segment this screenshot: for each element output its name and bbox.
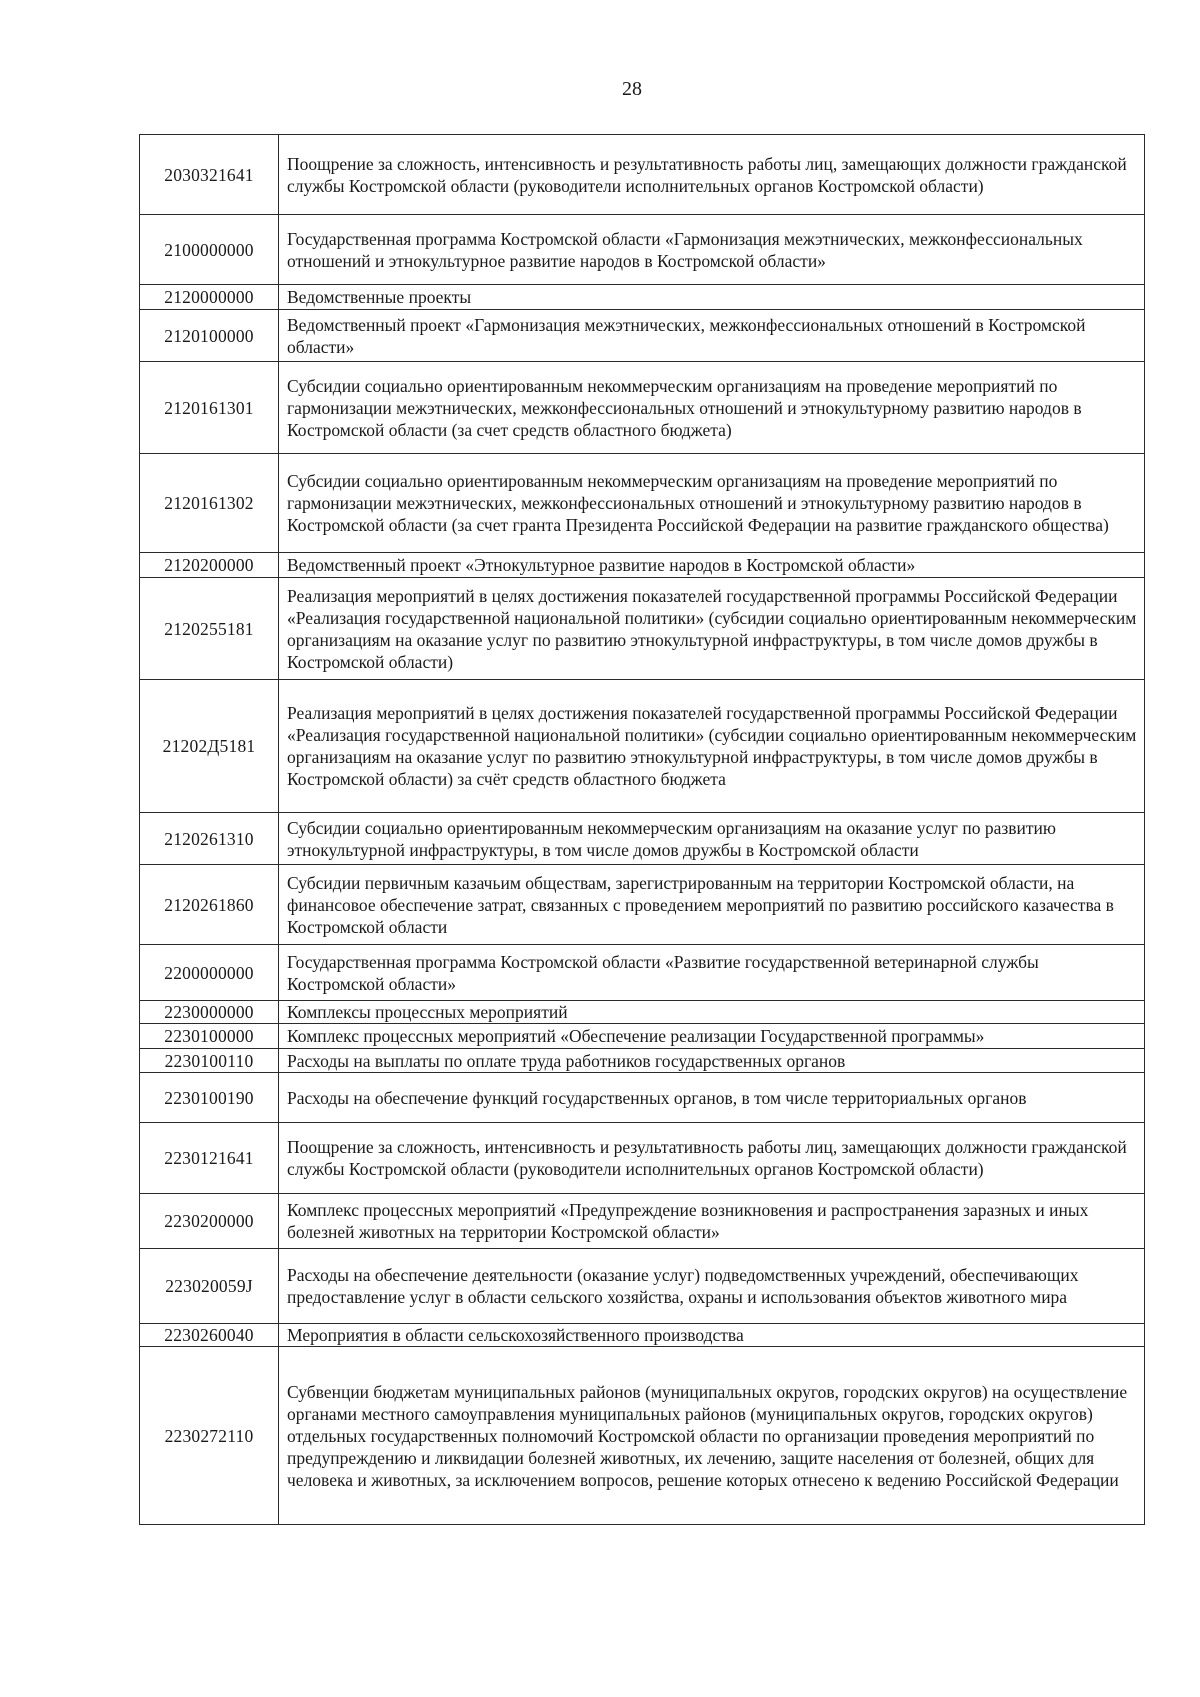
row-description: Государственная программа Костромской области «Развитие государственной ветеринарной службы Костромской области» [279,945,1145,1001]
row-description: Субсидии первичным казачьим обществам, зарегистрированным на территории Костромской области, на финансовое обеспечение затрат, связанных с проведением мероприятий по развитию российского казачества в Костромской области [279,865,1145,945]
row-code: 2120000000 [140,285,279,310]
table-row [140,215,1145,285]
table-row [140,362,1145,454]
row-description: Комплекс процессных мероприятий «Предупреждение возникновения и распространения заразных и иных болезней животных на территории Костромской области» [279,1194,1145,1249]
table-row [140,1347,1145,1525]
row-description: Ведомственные проекты [279,285,1145,310]
row-description: Реализация мероприятий в целях достижения показателей государственной программы Российской Федерации «Реализация государственной национальной политики» (субсидии социально ориентированным некоммерческим организациям на оказание услуг по развитию этнокультурной инфраструктуры, в том числе домов дружбы в Костромской области) за счёт средств областного бюджета [279,680,1145,813]
row-description: Государственная программа Костромской области «Гармонизация межэтнических, межконфессиональных отношений и этнокультурное развитие народов в Костромской области» [279,215,1145,285]
table-row [140,1049,1145,1073]
row-code: 2230100110 [140,1049,279,1073]
row-description: Субсидии социально ориентированным некоммерческим организациям на проведение мероприятий по гармонизации межэтнических, межконфессиональных отношений и этнокультурному развитию народов в Костромской области (за счет средств областного бюджета) [279,362,1145,454]
table-row [140,310,1145,362]
page-number: 28 [622,78,642,100]
row-code: 2200000000 [140,945,279,1001]
row-code: 2120200000 [140,553,279,578]
row-code: 2120261310 [140,813,279,865]
row-code: 2120255181 [140,578,279,680]
row-code: 2120261860 [140,865,279,945]
table-row [140,454,1145,553]
row-description: Субсидии социально ориентированным некоммерческим организациям на проведение мероприятий по гармонизации межэтнических, межконфессиональных отношений и этнокультурному развитию народов в Костромской области (за счет гранта Президента Российской Федерации на развитие гражданского общества) [279,454,1145,553]
row-description: Комплекс процессных мероприятий «Обеспечение реализации Государственной программы» [279,1024,1145,1049]
row-code: 2120161301 [140,362,279,454]
row-code: 2230200000 [140,1194,279,1249]
row-code: 223020059J [140,1249,279,1324]
row-description: Реализация мероприятий в целях достижения показателей государственной программы Российской Федерации «Реализация государственной национальной политики» (субсидии социально ориентированным некоммерческим организациям на оказание услуг по развитию этнокультурной инфраструктуры, в том числе домов дружбы в Костромской области) [279,578,1145,680]
row-description: Субсидии социально ориентированным некоммерческим организациям на оказание услуг по развитию этнокультурной инфраструктуры, в том числе домов дружбы в Костромской области [279,813,1145,865]
row-code: 2230000000 [140,1001,279,1024]
row-description: Ведомственный проект «Гармонизация межэтнических, межконфессиональных отношений в Костромской области» [279,310,1145,362]
table-row [140,865,1145,945]
row-description: Поощрение за сложность, интенсивность и результативность работы лиц, замещающих должности гражданской службы Костромской области (руководители исполнительных органов Костромской области) [279,135,1145,215]
row-description: Комплексы процессных мероприятий [279,1001,1145,1024]
row-description: Поощрение за сложность, интенсивность и результативность работы лиц, замещающих должности гражданской службы Костромской области (руководители исполнительных органов Костромской области) [279,1123,1145,1194]
row-code: 2030321641 [140,135,279,215]
row-code: 2230260040 [140,1324,279,1347]
row-code: 2100000000 [140,215,279,285]
table-row [140,813,1145,865]
row-code: 2230121641 [140,1123,279,1194]
row-code: 2230100000 [140,1024,279,1049]
row-code: 2230100190 [140,1073,279,1123]
row-code: 21202Д5181 [140,680,279,813]
table-row [140,1024,1145,1049]
table-row [140,553,1145,578]
row-code: 2230272110 [140,1347,279,1525]
row-description: Расходы на выплаты по оплате труда работников государственных органов [279,1049,1145,1073]
table-row [140,680,1145,813]
table-row [140,945,1145,1001]
table-row [140,1324,1145,1347]
row-description: Ведомственный проект «Этнокультурное развитие народов в Костромской области» [279,553,1145,578]
row-description: Расходы на обеспечение деятельности (оказание услуг) подведомственных учреждений, обеспечивающих предоставление услуг в области сельского хозяйства, охраны и использования объектов животного мира [279,1249,1145,1324]
row-description: Субвенции бюджетам муниципальных районов (муниципальных округов, городских округов) на осуществление органами местного самоуправления муниципальных районов (муниципальных округов, городских округов) отдельных государственных полномочий Костромской области по организации проведения мероприятий по предупреждению и ликвидации болезней животных, их лечению, защите населения от болезней, общих для человека и животных, за исключением вопросов, решение которых отнесено к ведению Российской Федерации [279,1347,1145,1525]
row-description: Мероприятия в области сельскохозяйственного производства [279,1324,1145,1347]
row-code: 2120100000 [140,310,279,362]
table-row [140,285,1145,310]
table-row [140,1123,1145,1194]
table-row [140,1073,1145,1123]
table-row [140,1194,1145,1249]
row-code: 2120161302 [140,454,279,553]
table-row [140,1001,1145,1024]
table-row [140,1249,1145,1324]
table-row [140,578,1145,680]
budget-classification-table [139,134,1145,1525]
table-row [140,135,1145,215]
row-description: Расходы на обеспечение функций государственных органов, в том числе территориальных органов [279,1073,1145,1123]
